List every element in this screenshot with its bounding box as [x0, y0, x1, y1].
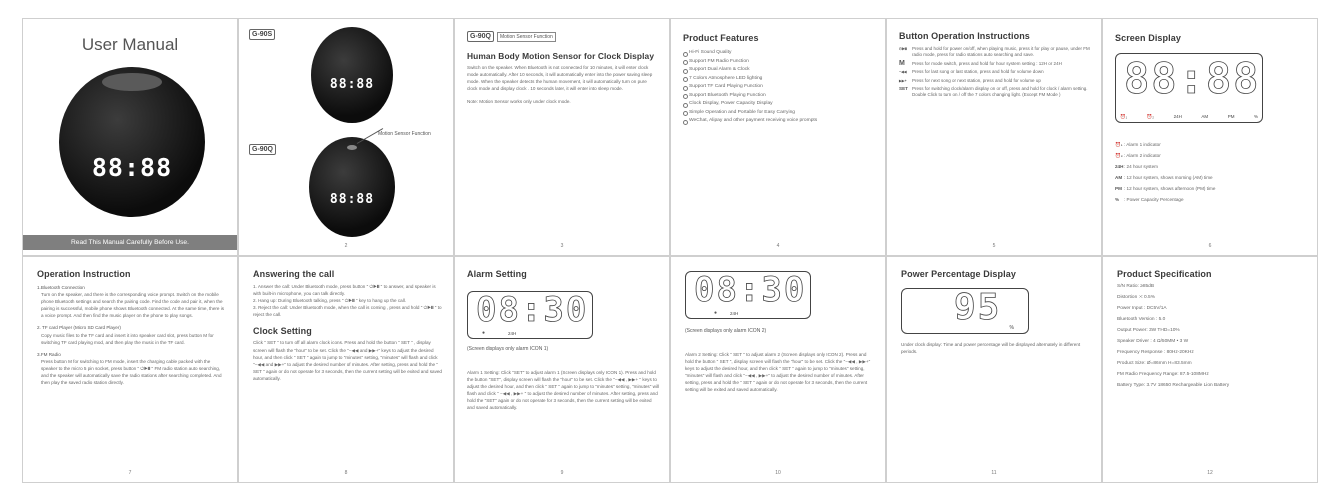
speaker-g90q-image: [309, 137, 395, 237]
sub-heading: 1.Bluetooth Connection: [37, 285, 85, 290]
section-title: Button Operation Instructions: [899, 31, 1030, 41]
section-title: Human Body Motion Sensor for Clock Display: [467, 51, 655, 61]
lcd-screen-diagram: [467, 291, 593, 339]
spec-item: Bluetooth Version : 5.0: [1117, 317, 1166, 322]
legend-text: : 12 hour system, shows afternoon (PM) time: [1124, 186, 1216, 191]
diagram-caption: (Screen displays only alarm ICON 2): [685, 328, 767, 334]
feature-item: Support Dual Alarm & Clock: [683, 66, 873, 75]
button-row: [899, 46, 1091, 59]
speaker-ball-image: [59, 67, 205, 217]
paragraph: Turn on the speaker, and there is the corresponding voice prompt. Switch on the mobile phone Bluetooth settings and search the pairing code. Find the code and pair it, when the pairing is successful, mobile phone shows Bluetooth connected. At the same time, there is a voice prompt. And then find the music player on the phone to play songs.: [41, 292, 225, 319]
battery-percent-icon: %: [1009, 325, 1014, 331]
alarm2-icon: ⏰₂: [1115, 153, 1123, 158]
indicator-am: AM: [1201, 114, 1209, 119]
paragraph: 2. Hang up: During Bluetooth talking, press " ⏻▶❙❙ " key to hang up the call.: [253, 298, 407, 304]
paragraph: 3. Reject the call: Under Bluetooth mode, when the call is coming , press and hold " ⏻▶❙❙ " to reject the call.: [253, 305, 442, 318]
feature-item: Hi-Fi Sound Quality: [683, 49, 873, 58]
button-row: [899, 69, 1091, 75]
section-title: Answering the call: [253, 269, 335, 279]
lcd-screen-diagram: [1115, 53, 1263, 123]
power-display-page: [886, 256, 1102, 483]
paragraph: Press button M for switching to FM mode, insert the charging cable packed with the speaker to the micro 5 pin socket, press button " ⏻▶❙❙ " FM radio station auto searching, and the speaker will automatically save the radio stations after searching completed. And then play the saved radio station directly.: [41, 358, 222, 386]
alarm2-setting-page: [670, 256, 886, 483]
spec-item: Output Power: 3W THD=10%: [1117, 328, 1180, 333]
motion-body: Switch on the speaker. When Bluetooth is not connected for 10 minutes, it will enter clock mode automatically. After 10 seconds, it will automatically enter into the power saving sleep mode. When the speaker detects the human movement, it will automatically turn on pure clock mode and display clock . 10 seconds later, it will enter into sleep mode.: [467, 65, 653, 92]
alarm1-icon: ⏰₁: [1120, 114, 1128, 119]
spec-item: Frequency Response : 80Hz-20KHz: [1117, 350, 1194, 355]
legend-text: : Power Capacity Percentage: [1124, 197, 1184, 202]
model-tag-g90q: G-90Q: [249, 144, 276, 155]
specification-page: [1102, 256, 1318, 483]
paragraph: Alarm 1 Setting: Click "SET" to adjust alarm 1 (Screen displays only ICON 1). Press and hold the button "SET", display screen will flash the "hour" to be set. Click the "−◀◀ , ▶▶+ " keys to adjust the desired hour, and then click " SET " again to jump to "minutes" setting, "minutes" will flash and click " −◀◀ , ▶▶+ " to adjust the desired number of minutes. After setting, press and hold the "SET" again or do not operate for 3 seconds, then the current setting will be exited and saved automatically.: [467, 370, 660, 411]
screen-display-page: [1102, 18, 1318, 256]
page-number: 3: [560, 243, 564, 249]
paragraph: Alarm 2 Setting: Click " SET " to adjust alarm 2 (Screen displays only ICON 2). Press and hold the button " SET ", display screen will flash the "hour" to be set. Click the "−◀◀ , ▶▶+" keys to adjust the desired hour, and then click " SET " again to jump to "minutes" setting, "minutes" will flash and click "−◀◀ , ▶▶+" to adjust the desired number of minutes. After setting, press and hold the " SET " again or do not operate for 3 seconds, then the current setting will be exited and saved automatically.: [685, 352, 871, 393]
sub-heading: 3.FM Radio: [37, 351, 61, 357]
indicator-24h: 24H: [508, 331, 517, 336]
lcd-digits: 08:30: [694, 270, 807, 310]
speaker-top-cap: [102, 73, 162, 91]
mode-key: M: [899, 59, 905, 67]
feature-item: WeChat, Alipay and other payment receiving voice prompts: [683, 117, 873, 126]
legend-text: : Alarm 2 indicator: [1124, 153, 1161, 158]
speaker-clock-display: 88:88: [91, 153, 173, 182]
page-number: 10: [775, 470, 781, 476]
indicator-pm: PM: [1227, 114, 1235, 119]
features-page: [670, 18, 886, 256]
button-row: [899, 78, 1091, 84]
section-title: Power Percentage Display: [901, 269, 1016, 279]
lcd-screen-diagram: [901, 288, 1029, 334]
motion-sensor-callout: Motion Sensor Function: [378, 131, 431, 137]
section-title: Product Features: [683, 33, 759, 43]
legend-text: : 12 hour system, shows morning (AM) time: [1124, 175, 1213, 180]
legend-row: [1115, 172, 1215, 183]
alarm2-icon: ⏰₂: [1146, 114, 1155, 119]
legend-row: [1115, 183, 1215, 194]
page-number: 2: [344, 243, 348, 249]
model-tag-g90s: G-90S: [249, 29, 275, 40]
legend-row: [1115, 150, 1215, 161]
legend-text: : 24 hour system: [1124, 164, 1158, 169]
spec-item: FM Radio Frequency Range: 87.5-108MHz: [1117, 372, 1209, 377]
models-page: [238, 18, 454, 256]
indicator-legend: [1115, 139, 1215, 205]
call-clock-page: [238, 256, 454, 483]
spec-list: [1117, 281, 1307, 391]
button-desc: Press for switching clock/alarm display on or off, press and hold for clock / alarm setting. Double Click to turn on / off the 7 colors changing light. (Except FM Mode ): [912, 86, 1088, 98]
button-row: [899, 86, 1091, 99]
page-number: 9: [560, 470, 564, 476]
lcd-digits: 95: [954, 287, 1002, 328]
feature-item: 7 Colors Atmosphere LED lighting: [683, 75, 873, 84]
spec-item: Distortion :< 0.5%: [1117, 295, 1155, 300]
page-number: 8: [344, 470, 348, 476]
cover-page: [22, 18, 238, 256]
legend-text: : Alarm 1 indicator: [1124, 142, 1161, 147]
motion-sensor-dot: [347, 145, 357, 150]
section-title: Screen Display: [1115, 33, 1181, 43]
legend-row: [1115, 161, 1215, 172]
paragraph: Click " SET " to turn off all alarm clock icons. Press and hold the button " SET " , display screen will flash the "hour" to be set. Click the "−◀◀ and ▶▶+" keys to adjust the desired hour, and then click " SET " again to jump to "minutes" setting, "minutes" will flash and click "−◀◀ and ▶▶+" to adjust the desired number of minutes. After setting, press and hold the " SET " again or do not operate for 3 seconds, then the current setting will be exited and saved automatically.: [253, 340, 442, 381]
cover-title: User Manual: [81, 35, 179, 54]
page-number: 7: [128, 470, 132, 476]
alarm1-icon: ⏰₁: [1115, 142, 1123, 147]
alarm1-icon: ●: [482, 330, 486, 336]
page-number: 6: [1208, 243, 1212, 249]
battery-percent-icon: %: [1253, 114, 1258, 119]
page-number: 12: [1207, 470, 1213, 476]
feature-item: Simple Operation and Portable for Easy Carrying: [683, 109, 873, 118]
lcd-screen-diagram: [685, 271, 811, 319]
g90q-clock-display: 88:88: [329, 192, 375, 207]
set-key: SET: [899, 86, 908, 92]
page-number: 5: [992, 243, 996, 249]
legend-key: 24H: [1115, 164, 1124, 169]
cover-footer-text: Read This Manual Carefully Before Use.: [71, 239, 189, 246]
paragraph: Copy music files to the TF card and insert it into speaker card slot, press button M for switching TF card playing mod, and then play the music in the TF card.: [41, 332, 214, 345]
section-title: Alarm Setting: [467, 269, 527, 279]
button-desc: Press for next song or next station, press and hold for volume up: [912, 77, 1041, 83]
manual-spread: [22, 18, 1322, 483]
button-row: [899, 61, 1091, 67]
g90q-tag-row: [467, 31, 657, 42]
feature-item: Support TF Card Playing Function: [683, 83, 873, 92]
button-desc: Press for last song or last station, press and hold for volume down: [912, 69, 1044, 75]
next-icon: ▶▶+: [899, 78, 907, 83]
legend-key: PM: [1115, 186, 1122, 191]
button-list: [899, 46, 1091, 99]
buttons-page: [886, 18, 1102, 256]
section-title: Product Specification: [1117, 269, 1212, 279]
speaker-g90s-image: [311, 27, 393, 123]
motion-sensor-page: [454, 18, 670, 256]
alarm2-icon: ●: [714, 310, 718, 316]
legend-row: [1115, 139, 1215, 150]
play-pause-icon: ⏻▶❙❙: [899, 47, 907, 51]
section-title: Operation Instruction: [37, 269, 131, 279]
lcd-digits: 88:88: [1124, 54, 1261, 103]
sub-heading: 2. TF card Player (Micro SD Card Player): [37, 325, 121, 331]
g90s-clock-display: 88:88: [329, 77, 375, 92]
indicator-24h: 24H: [730, 311, 739, 316]
motion-note: Note: Motion Sensor works only under clock mode.: [467, 99, 571, 105]
lcd-digits: 08:30: [476, 290, 589, 330]
spec-item: Battery Type: 3.7V 18650 Rechargeable Lion Battery: [1117, 383, 1230, 388]
legend-row: [1115, 194, 1215, 205]
button-desc: Press and hold for power on/off, when playing music, press it for play or pause, under FM radio mode, press for radio stations auto searching and save.: [912, 46, 1090, 58]
page-number: 11: [991, 470, 997, 476]
alarm-setting-page: [454, 256, 670, 483]
diagram-caption: (Screen displays only alarm ICON 1): [467, 346, 549, 352]
battery-percent-icon: %: [1115, 197, 1120, 202]
lcd-indicators: [1120, 114, 1258, 120]
indicator-24h: 24H: [1173, 114, 1182, 119]
feature-item: Clock Display, Power Capacity Display: [683, 100, 873, 109]
paragraph: 1. Answer the call: Under Bluetooth mode, press button " ⏻▶❙❙ " to answer, and speaker is with built-in microphone, you can talk directly.: [253, 284, 436, 297]
legend-key: AM: [1115, 175, 1123, 180]
page-number: 4: [776, 243, 780, 249]
feature-list: [683, 49, 873, 126]
spec-item: Power Input : DC5V/1A: [1117, 306, 1167, 311]
paragraph: Under clock display: Time and power percentage will be displayed alternately in different periods.: [901, 342, 1081, 355]
operation-page: [22, 256, 238, 483]
feature-item: Support FM Radio Function: [683, 58, 873, 67]
spec-item: S/N Ratio: ≥85dB: [1117, 284, 1155, 289]
previous-icon: −◀◀: [899, 70, 907, 75]
spec-item: Speaker Driver : 4 Ω/50MM • 3 W: [1117, 339, 1189, 344]
spec-item: Product Size: Ø=86mm H=83.5mm: [1117, 361, 1192, 366]
cover-footer-bar: [23, 235, 237, 250]
model-tag: G-90Q: [467, 31, 494, 42]
section-title: Clock Setting: [253, 326, 312, 337]
feature-item: Support Bluetooth Playing Function: [683, 92, 873, 101]
button-desc: Press for mode switch, press and hold for hour system setting : 12H or 24H: [912, 60, 1062, 66]
tag-note: Motion Sensor Function: [497, 32, 556, 42]
